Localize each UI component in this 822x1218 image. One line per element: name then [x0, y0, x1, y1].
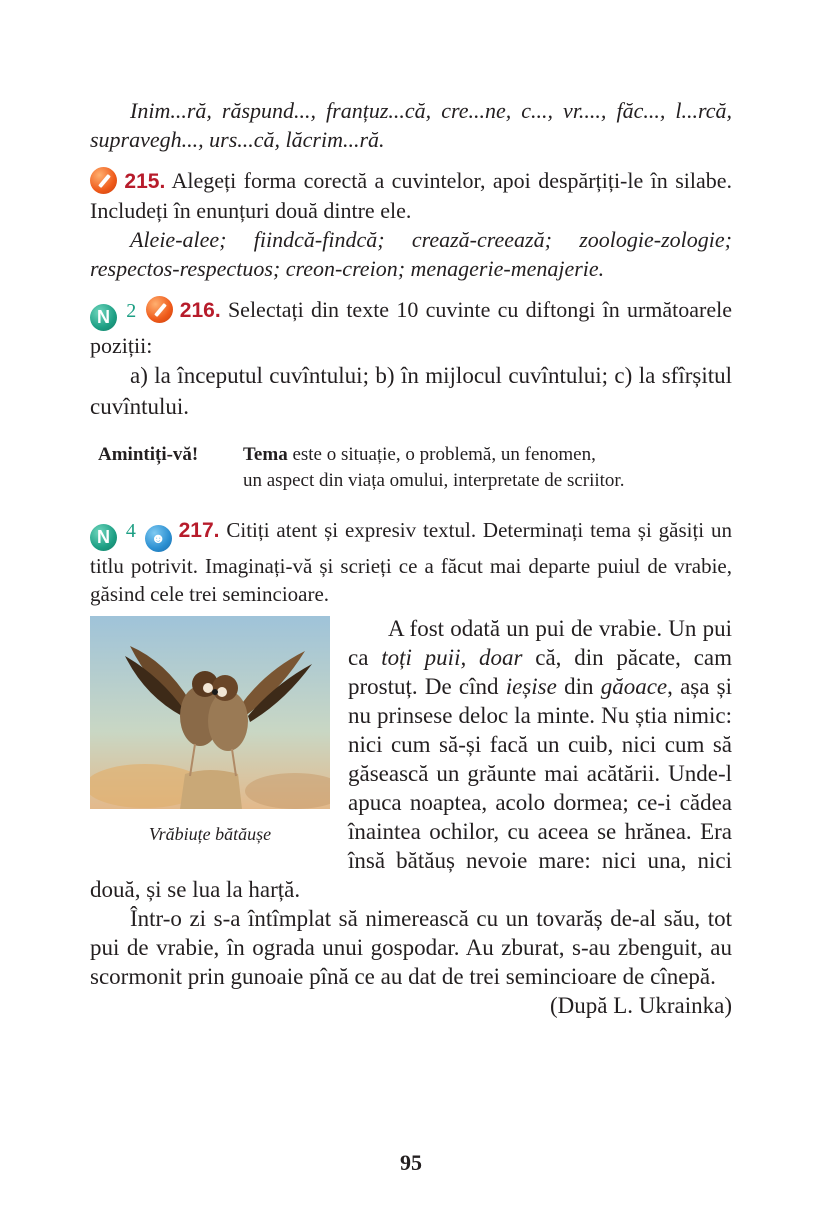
remember-box	[90, 442, 732, 494]
page-number: 95	[400, 1150, 422, 1175]
sparrows-photo	[90, 616, 330, 809]
exercise-216-options: a) la începutul cuvîntului; b) în mijlocul cuvîntului; c) la sfîrșitul cuvîntului.	[90, 363, 732, 419]
story-italic-text: găoace	[600, 674, 668, 699]
exercise-217	[90, 516, 732, 608]
definition-line-2: un aspect din viața omului, interpretate de scriitor.	[243, 470, 625, 491]
story-text: că, din păcate, cam prostuț. De cînd	[348, 645, 732, 699]
remember-definition	[243, 442, 732, 494]
story-source: (După L. Ukrainka)	[549, 993, 732, 1018]
story-italic-text: ieșise	[505, 674, 557, 699]
pencil-icon	[146, 296, 173, 323]
exercise-215-words: Aleie-alee; fiindcă-findcă; crează-creează; zoologie-zologie; respectos-respectuos; creon-creion; menagerie-menajerie.	[90, 227, 732, 281]
exercise-number: 215.	[124, 170, 166, 193]
n-level-icon: N	[90, 304, 117, 331]
story-text: A fost odată un pui de vrabie. Un pui ca	[348, 616, 732, 670]
level-number: 4	[125, 520, 136, 542]
photo-figure	[90, 616, 330, 845]
pencil-icon	[90, 167, 117, 194]
n-level-icon: N	[90, 524, 117, 551]
story-text: , așa și nu prinsese deloc la minte. Nu știa nimic: nici cum să-și facă un cuib, nici cum să găsească un grăunte mai acătării. Unde-l apuca noaptea, acolo dormea; ce-i cădea înaintea ochilor, cu aceea se hrănea. Era însă bătăuș nevoie mare: nici una, nici două, și se lua la harță.	[90, 674, 733, 902]
exercise-number: 216.	[179, 299, 221, 322]
page-content	[90, 96, 732, 1020]
pair-work-icon: ☻	[145, 525, 172, 552]
definition-line-1: este o situație, o problemă, un fenomen,	[292, 444, 596, 465]
level-number: 2	[126, 300, 137, 322]
remember-label: Amintiți-vă!	[98, 444, 199, 465]
exercise-number: 217.	[178, 519, 220, 542]
exercise-instruction: Citiți atent și expresiv textul. Determinați tema și găsiți un titlu potrivit. Imaginați-vă și scrieți ce a făcut mai departe puiul de vrabie, găsind cele trei semincioare.	[90, 518, 733, 606]
word-list-exercise: Inim...ră, răspund..., franțuz...că, cre...ne, c..., vr...., făc..., l...rcă, supravegh..., urs...că, lăcrim...ră.	[90, 98, 732, 152]
story-section	[90, 614, 732, 1020]
photo-caption: Vrăbiuțe bătăușe	[148, 824, 272, 844]
story-italic-text: toți puii, doar	[381, 645, 523, 670]
story-paragraph-2: Într-o zi s-a întîmplat să nimerească cu un tovarăș de-al său, tot pui de vrabie, în ograda unui gospodar. Au zburat, s-au zbenguit, au scormonit prin gunoaie pînă ce au dat de trei semincioare de cînepă.	[90, 906, 732, 989]
exercise-instruction: Alegeți forma corectă a cuvintelor, apoi despărțiți-le în silabe. Includeți în enunțuri două dintre ele.	[90, 168, 733, 223]
exercise-instruction: Selectați din texte 10 cuvinte cu diftongi în următoarele poziții:	[90, 297, 733, 358]
definition-term: Tema	[243, 444, 288, 465]
exercise-216	[90, 295, 732, 360]
exercise-215	[90, 166, 732, 225]
story-text: din	[556, 674, 601, 699]
